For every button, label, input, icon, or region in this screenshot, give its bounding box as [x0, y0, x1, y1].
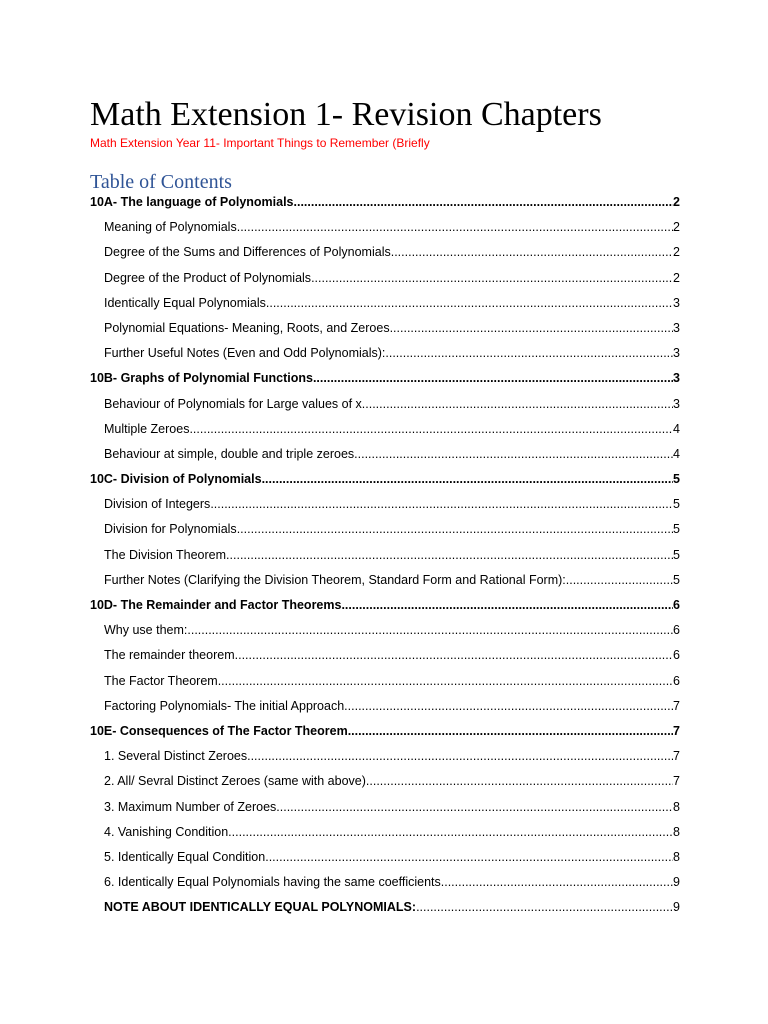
toc-section-entry[interactable] — [90, 870, 680, 895]
toc-entry-title: 5. Identically Equal Condition — [104, 849, 266, 864]
toc-entry-title: 4. Vanishing Condition — [104, 824, 229, 839]
toc-entry-title: Division for Polynomials — [104, 522, 237, 537]
toc-dot-leader — [366, 769, 673, 794]
toc-entry-title: NOTE ABOUT IDENTICALLY EQUAL POLYNOMIALS: — [104, 900, 417, 915]
toc-dot-leader — [354, 442, 673, 467]
toc-dot-leader — [294, 190, 674, 215]
toc-page-number: 5 — [673, 572, 680, 587]
toc-entry-title: 10B- Graphs of Polynomial Functions — [90, 371, 313, 386]
toc-page-number: 4 — [673, 446, 680, 461]
toc-entry-title: 10E- Consequences of The Factor Theorem — [90, 723, 348, 738]
toc-dot-leader — [226, 543, 673, 568]
toc-section-entry[interactable] — [90, 341, 680, 366]
toc-page-number: 7 — [673, 698, 680, 713]
toc-dot-leader — [348, 719, 673, 744]
toc-page-number: 5 — [673, 547, 680, 562]
toc-entry-title: The remainder theorem — [104, 648, 235, 663]
toc-section-entry[interactable] — [90, 517, 680, 542]
toc-entry-title: 10D- The Remainder and Factor Theorems — [90, 598, 342, 612]
toc-chapter-entry[interactable] — [90, 190, 680, 215]
toc-dot-leader — [362, 392, 673, 417]
toc-page-number: 2 — [673, 220, 680, 235]
toc-page-number: 6 — [673, 648, 680, 663]
toc-page-number: 8 — [673, 849, 680, 864]
toc-dot-leader — [313, 366, 673, 391]
toc-page-number: 3 — [673, 320, 680, 335]
toc-entry-title: 2. All/ Sevral Distinct Zeroes (same with above) — [104, 774, 366, 789]
toc-entry-title: Division of Integers — [104, 497, 211, 512]
toc-dot-leader — [262, 467, 673, 492]
toc-dot-leader — [344, 694, 673, 719]
toc-entry-title: 10C- Division of Polynomials — [90, 472, 262, 487]
toc-section-entry[interactable] — [90, 845, 680, 870]
toc-dot-leader — [228, 820, 673, 845]
toc-section-entry[interactable] — [90, 895, 680, 920]
toc-page-number: 6 — [673, 598, 680, 612]
toc-page-number: 6 — [673, 623, 680, 638]
toc-entry-title: Degree of the Sums and Differences of Polynomials — [104, 245, 391, 260]
toc-section-entry[interactable] — [90, 769, 680, 794]
toc-section-entry[interactable] — [90, 215, 680, 240]
toc-page-number: 3 — [673, 371, 680, 386]
toc-page-number: 8 — [673, 799, 680, 814]
toc-page-number: 9 — [673, 900, 680, 915]
toc-section-entry[interactable] — [90, 618, 680, 643]
toc-page-number: 3 — [673, 346, 680, 361]
toc-dot-leader — [237, 215, 673, 240]
toc-page-number: 5 — [673, 497, 680, 512]
toc-page-number: 7 — [673, 749, 680, 764]
document-title: Math Extension 1- Revision Chapters — [90, 96, 602, 133]
toc-entry-title: Further Useful Notes (Even and Odd Polynomials): — [104, 346, 386, 361]
toc-entry-title: Further Notes (Clarifying the Division Theorem, Standard Form and Rational Form): — [104, 572, 566, 587]
toc-section-entry[interactable] — [90, 417, 680, 442]
toc-page-number: 9 — [673, 875, 680, 890]
toc-entry-title: Meaning of Polynomials — [104, 220, 237, 235]
toc-section-entry[interactable] — [90, 795, 680, 820]
toc-entry-title: The Factor Theorem — [104, 673, 218, 688]
toc-page-number: 8 — [673, 824, 680, 839]
toc-page-number: 5 — [673, 522, 680, 537]
toc-section-entry[interactable] — [90, 543, 680, 568]
toc-page-number: 4 — [673, 421, 680, 436]
toc-entry-title: Degree of the Product of Polynomials — [104, 270, 312, 285]
toc-entry-title: 6. Identically Equal Polynomials having the same coefficients — [104, 875, 441, 890]
toc-dot-leader — [311, 266, 673, 291]
toc-dot-leader — [391, 240, 673, 265]
toc-page-number: 2 — [673, 270, 680, 285]
toc-heading: Table of Contents — [90, 171, 232, 193]
toc-section-entry[interactable] — [90, 744, 680, 769]
toc-page-number: 7 — [673, 723, 680, 738]
table-of-contents — [90, 190, 680, 920]
toc-dot-leader — [266, 291, 673, 316]
toc-chapter-entry[interactable] — [90, 467, 680, 492]
toc-dot-leader — [265, 845, 673, 870]
toc-dot-leader — [385, 341, 673, 366]
toc-section-entry[interactable] — [90, 392, 680, 417]
toc-section-entry[interactable] — [90, 240, 680, 265]
toc-section-entry[interactable] — [90, 669, 680, 694]
toc-page-number: 2 — [673, 245, 680, 260]
toc-entry-title: 10A- The language of Polynomials — [90, 195, 294, 209]
document-subtitle: Math Extension Year 11- Important Things to Remember (Briefly — [90, 136, 430, 150]
toc-dot-leader — [416, 895, 673, 920]
toc-entry-title: Multiple Zeroes — [104, 421, 190, 436]
toc-page-number: 3 — [673, 396, 680, 411]
toc-dot-leader — [235, 643, 673, 668]
toc-chapter-entry[interactable] — [90, 719, 680, 744]
toc-section-entry[interactable] — [90, 820, 680, 845]
toc-entry-title: Factoring Polynomials- The initial Approach — [104, 698, 345, 713]
toc-entry-title: 1. Several Distinct Zeroes — [104, 749, 248, 764]
toc-dot-leader — [210, 492, 673, 517]
toc-section-entry[interactable] — [90, 291, 680, 316]
toc-entry-title: Polynomial Equations- Meaning, Roots, and Zeroes — [104, 320, 390, 335]
toc-dot-leader — [237, 517, 673, 542]
toc-section-entry[interactable] — [90, 492, 680, 517]
toc-page-number: 6 — [673, 673, 680, 688]
toc-section-entry[interactable] — [90, 694, 680, 719]
toc-dot-leader — [276, 795, 673, 820]
toc-entry-title: Behaviour at simple, double and triple zeroes — [104, 446, 355, 461]
toc-dot-leader — [390, 316, 673, 341]
toc-section-entry[interactable] — [90, 266, 680, 291]
toc-entry-title: The Division Theorem — [104, 547, 227, 562]
toc-dot-leader — [218, 669, 673, 694]
toc-section-entry[interactable] — [90, 442, 680, 467]
toc-page-number: 7 — [673, 774, 680, 789]
toc-page-number: 3 — [673, 295, 680, 310]
toc-section-entry[interactable] — [90, 643, 680, 668]
toc-chapter-entry[interactable] — [90, 593, 680, 618]
toc-section-entry[interactable] — [90, 568, 680, 593]
toc-dot-leader — [247, 744, 673, 769]
toc-dot-leader — [189, 417, 673, 442]
toc-dot-leader — [566, 568, 673, 593]
toc-chapter-entry[interactable] — [90, 366, 680, 391]
toc-page-number: 5 — [673, 472, 680, 487]
toc-entry-title: Why use them: — [104, 623, 188, 638]
toc-entry-title: Behaviour of Polynomials for Large values of x — [104, 396, 362, 411]
toc-entry-title: Identically Equal Polynomials — [104, 295, 266, 310]
toc-page-number: 2 — [673, 195, 680, 209]
toc-entry-title: 3. Maximum Number of Zeroes — [104, 799, 277, 814]
toc-dot-leader — [187, 618, 673, 643]
toc-section-entry[interactable] — [90, 316, 680, 341]
toc-dot-leader — [441, 870, 673, 895]
toc-dot-leader — [341, 593, 673, 618]
